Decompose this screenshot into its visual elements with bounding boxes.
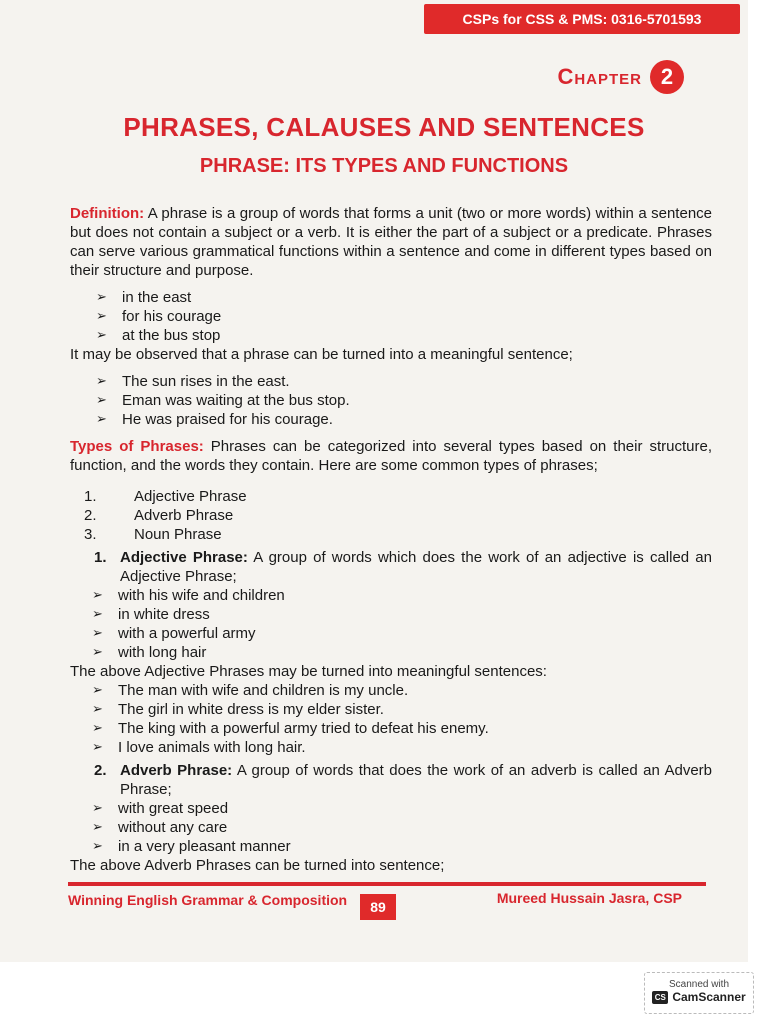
contact-banner: CSPs for CSS & PMS: 0316-5701593 bbox=[424, 4, 740, 34]
adverb-label: Adverb Phrase: bbox=[120, 762, 233, 779]
list-item: ➢ in a very pleasant manner bbox=[70, 837, 712, 856]
types-label: Types of Phrases: bbox=[70, 438, 204, 455]
definition-paragraph bbox=[70, 204, 712, 280]
adjective-examples-list bbox=[70, 586, 712, 662]
camscanner-watermark: Scanned with CS CamScanner bbox=[644, 972, 754, 1014]
list-item: 2. Adverb Phrase bbox=[84, 507, 234, 524]
adjective-sentences-list bbox=[70, 681, 712, 757]
list-item: ➢ He was praised for his courage. bbox=[70, 410, 712, 429]
observe-paragraph: It may be observed that a phrase can be turned into a meaningful sentence; bbox=[70, 346, 573, 363]
list-item: ➢ The king with a powerful army tried to defeat his enemy. bbox=[70, 719, 712, 738]
list-item: ➢ with a powerful army bbox=[70, 624, 712, 643]
chapter-label: Chapter bbox=[557, 64, 642, 89]
list-item: ➢ The man with wife and children is my uncle. bbox=[70, 681, 712, 700]
types-list bbox=[70, 487, 712, 544]
list-item: 1. Adjective Phrase bbox=[84, 488, 247, 505]
author-name: Mureed Hussain Jasra, CSP bbox=[496, 890, 682, 906]
camscanner-logo-icon: CS bbox=[652, 991, 668, 1004]
definition-label: Definition: bbox=[70, 205, 145, 222]
chapter-number-badge: 2 bbox=[650, 60, 684, 94]
page-subtitle: PHRASE: ITS TYPES AND FUNCTIONS bbox=[199, 155, 569, 177]
page-number-badge: 89 bbox=[360, 894, 396, 920]
phrase-examples-list bbox=[70, 288, 712, 345]
adjective-turn-paragraph: The above Adjective Phrases may be turned into meaningful sentences: bbox=[70, 663, 547, 680]
list-item: ➢ at the bus stop bbox=[70, 326, 712, 345]
list-item: ➢ in white dress bbox=[70, 605, 712, 624]
book-title: Winning English Grammar & Composition bbox=[68, 892, 348, 908]
list-item: ➢ Eman was waiting at the bus stop. bbox=[70, 391, 712, 410]
list-item: ➢ I love animals with long hair. bbox=[70, 738, 712, 757]
chapter-heading bbox=[557, 60, 684, 94]
main-content bbox=[70, 204, 712, 875]
types-text: Phrases can be categorized into several types based on their structure, function, and the words they contain. Here are some common types of phrases; bbox=[70, 438, 712, 474]
sentence-examples-list bbox=[70, 372, 712, 429]
list-item: ➢ with his wife and children bbox=[70, 586, 712, 605]
adjective-label: Adjective Phrase: bbox=[120, 549, 248, 566]
list-item: 3. Noun Phrase bbox=[84, 526, 222, 543]
list-item: ➢ in the east bbox=[70, 288, 712, 307]
page-title: PHRASES, CALAUSES AND SENTENCES bbox=[123, 112, 645, 142]
definition-text: A phrase is a group of words that forms a unit (two or more words) within a sentence but does not contain a subject or a verb. It is either the part of a subject or a predicate. Phrases can serve various grammatical functions within a sentence and come in different types based on their structure and purpose. bbox=[70, 205, 712, 279]
adverb-examples-list bbox=[70, 799, 712, 856]
list-item: ➢ The girl in white dress is my elder sister. bbox=[70, 700, 712, 719]
list-item: ➢ with great speed bbox=[70, 799, 712, 818]
types-paragraph bbox=[70, 437, 712, 475]
adverb-phrase-definition: 2. Adverb Phrase: A group of words that does the work of an adverb is called an Adverb Phrase; bbox=[94, 762, 712, 798]
adjective-phrase-definition: 1. Adjective Phrase: A group of words which does the work of an adjective is called an Adjective Phrase; bbox=[94, 549, 712, 585]
list-item: ➢ for his courage bbox=[70, 307, 712, 326]
footer-divider bbox=[68, 882, 706, 886]
list-item: ➢ without any care bbox=[70, 818, 712, 837]
list-item: ➢ The sun rises in the east. bbox=[70, 372, 712, 391]
adverb-turn-paragraph: The above Adverb Phrases can be turned into sentence; bbox=[70, 857, 445, 874]
list-item: ➢ with long hair bbox=[70, 643, 712, 662]
